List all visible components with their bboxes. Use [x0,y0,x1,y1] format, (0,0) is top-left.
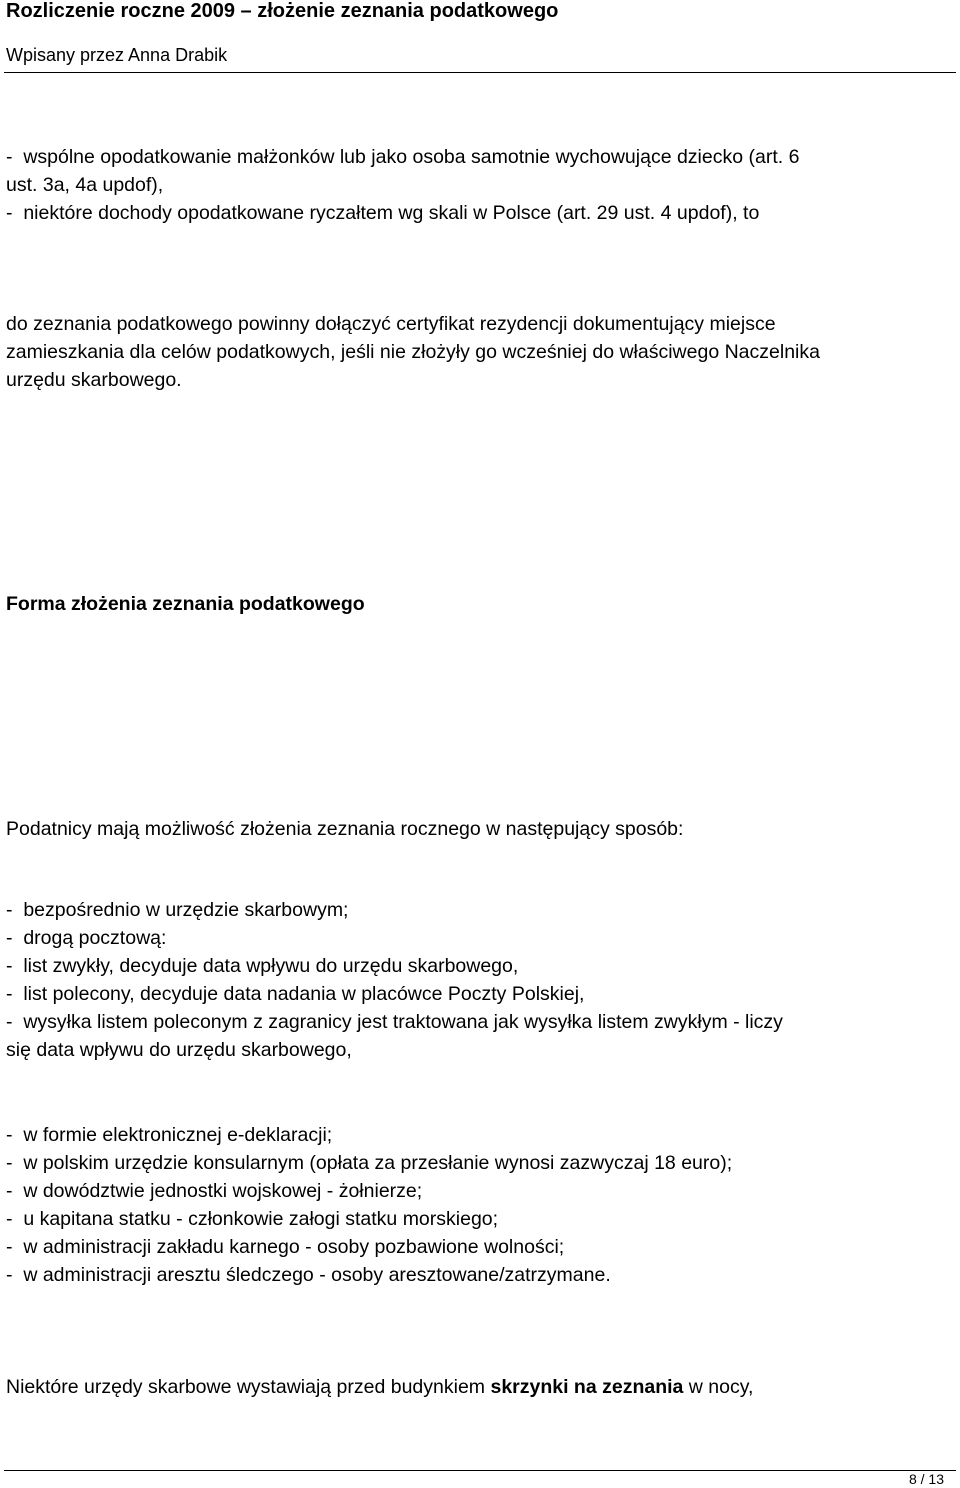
author-line: Wpisany przez Anna Drabik [6,45,228,65]
paragraph-list-continuation: - wspólne opodatkowanie małżonków lub jako osoba samotnie wychowujące dziecko (art. 6 ust. 3a, 4a updof), - niektóre dochody opodatkowane ryczałtem wg skali w Polsce (art. 29 ust. 4 updof), to [6,146,800,224]
paragraph-boxes-text-end: w nocy, [683,1376,754,1398]
paragraph-intro: Podatnicy mają możliwość złożenia zeznania rocznego w następujący sposób: [6,818,684,840]
footer-divider [4,1470,956,1471]
paragraph-boxes [6,1373,946,1401]
paragraph-boxes-text-start: Niektóre urzędy skarbowe wystawiają przed budynkiem [6,1376,491,1398]
list-other-methods: - w formie elektronicznej e-deklaracji; - w polskim urzędzie konsularnym (opłata za przesłanie wynosi zazwyczaj 18 euro); - w dowództwie jednostki wojskowej - żołnierze; - u kapitana statku - członkowie załogi statku morskiego; - w administracji zakładu karnego - osoby pozbawione wolności; - w administracji aresztu śledczego - osoby aresztowane/zatrzymane. [6,1124,733,1286]
list-filing-methods: - bezpośrednio w urzędzie skarbowym; - drogą pocztową: - list zwykły, decyduje data wpływu do urzędu skarbowego, - list polecony, decyduje data nadania w placówce Poczty Polskiej, - wysyłka listem poleconym z zagranicy jest traktowana jak wysyłka listem zwykłym - liczy się data wpływu do urzędu skarbowego, [6,899,783,1061]
paragraph-certificate: do zeznania podatkowego powinny dołączyć certyfikat rezydencji dokumentujący miejsce zamieszkania dla celów podatkowych, jeśli nie złożyły go wcześniej do właściwego Naczelnika urzędu skarbowego. [6,313,820,391]
page-title: Rozliczenie roczne 2009 – złożenie zeznania podatkowego [6,0,559,22]
header-divider [4,72,956,73]
page-number: 8 / 13 [908,1471,944,1487]
paragraph-boxes-bold: skrzynki na zeznania [490,1376,684,1398]
section-heading: Forma złożenia zeznania podatkowego [6,593,365,615]
